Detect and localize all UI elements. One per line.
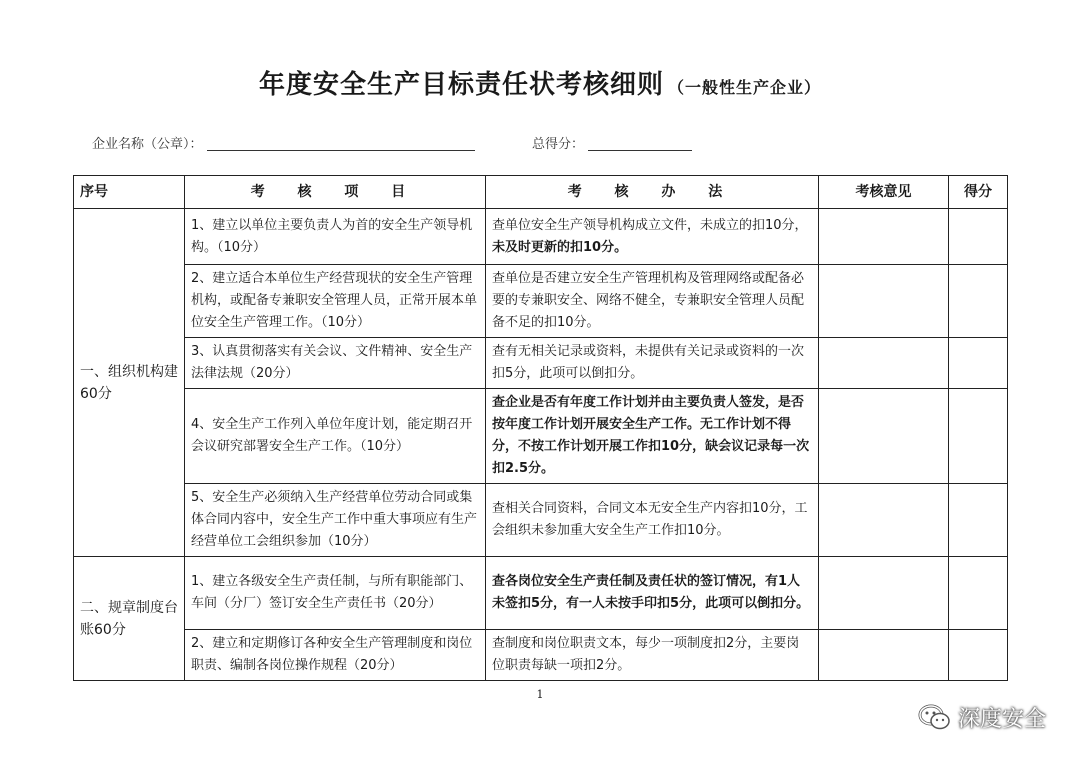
page-number: 1 xyxy=(536,688,544,701)
total-score-field xyxy=(532,133,692,152)
item-cell: 2、建立适合本单位生产经营现状的安全生产管理机构，或配备专兼职安全管理人员，正常开展本单位安全生产管理工作。（10分） xyxy=(185,265,486,338)
table-row xyxy=(74,265,1008,338)
item-cell: 1、建立以单位主要负责人为首的安全生产领导机构。（10分） xyxy=(185,209,486,265)
wechat-icon xyxy=(918,704,952,732)
method-bold-text: 未及时更新的扣10分。 xyxy=(492,239,628,255)
header-method: 考 核 办 法 xyxy=(486,176,819,209)
method-cell: 查制度和岗位职责文本，每少一项制度扣2分，主要岗位职责每缺一项扣2分。 xyxy=(486,630,819,681)
assessment-table xyxy=(73,175,1008,681)
score-cell[interactable] xyxy=(949,557,1008,630)
table-row xyxy=(74,209,1008,265)
opinion-cell[interactable] xyxy=(819,557,949,630)
item-cell: 1、建立各级安全生产责任制，与所有职能部门、车间（分厂）签订安全生产责任书（20分） xyxy=(185,557,486,630)
header-score: 得分 xyxy=(949,176,1008,209)
method-cell: 查有无相关记录或资料，未提供有关记录或资料的一次扣5分，此项可以倒扣分。 xyxy=(486,338,819,389)
company-name-label: 企业名称（公章）： xyxy=(92,137,203,152)
opinion-cell[interactable] xyxy=(819,484,949,557)
table-header-row xyxy=(74,176,1008,209)
method-text: 查单位安全生产领导机构成立文件，未成立的扣10分， xyxy=(492,217,808,233)
method-cell: 查单位是否建立安全生产管理机构及管理网络或配备必要的专兼职安全、网络不健全，专兼职安全管理人员配备不足的扣10分。 xyxy=(486,265,819,338)
watermark xyxy=(918,702,1046,733)
header-no: 序号 xyxy=(74,176,185,209)
score-cell[interactable] xyxy=(949,265,1008,338)
header-opinion: 考核意见 xyxy=(819,176,949,209)
item-cell: 4、安全生产工作列入单位年度计划，能定期召开会议研究部署安全生产工作。（10分） xyxy=(185,389,486,484)
score-cell[interactable] xyxy=(949,209,1008,265)
score-cell[interactable] xyxy=(949,389,1008,484)
method-cell: 查相关合同资料，合同文本无安全生产内容扣10分，工会组织未参加重大安全生产工作扣10分。 xyxy=(486,484,819,557)
opinion-cell[interactable] xyxy=(819,209,949,265)
company-name-blank xyxy=(207,136,475,151)
score-cell[interactable] xyxy=(949,484,1008,557)
table-row xyxy=(74,389,1008,484)
score-cell[interactable] xyxy=(949,338,1008,389)
method-cell xyxy=(486,209,819,265)
score-cell[interactable] xyxy=(949,630,1008,681)
total-score-blank xyxy=(588,136,692,151)
table-row xyxy=(74,630,1008,681)
total-score-label: 总得分： xyxy=(532,137,585,152)
title-main: 年度安全生产目标责任状考核细则 xyxy=(258,70,664,100)
header-item: 考 核 项 目 xyxy=(185,176,486,209)
category-cell: 一、组织机构建60分 xyxy=(74,209,185,557)
document-title xyxy=(0,64,1080,101)
table-row xyxy=(74,338,1008,389)
opinion-cell[interactable] xyxy=(819,338,949,389)
item-cell: 5、安全生产必须纳入生产经营单位劳动合同或集体合同内容中，安全生产工作中重大事项应有生产经营单位工会组织参加（10分） xyxy=(185,484,486,557)
opinion-cell[interactable] xyxy=(819,389,949,484)
company-name-field xyxy=(92,133,475,152)
title-subtitle: （一般性生产企业） xyxy=(668,78,822,97)
method-cell: 查企业是否有年度工作计划并由主要负责人签发，是否按年度工作计划开展安全生产工作。无工作计划不得分，不按工作计划开展工作扣10分，缺会议记录每一次扣2.5分。 xyxy=(486,389,819,484)
opinion-cell[interactable] xyxy=(819,630,949,681)
table-row xyxy=(74,557,1008,630)
watermark-text: 深度安全 xyxy=(957,707,1046,732)
item-cell: 3、认真贯彻落实有关会议、文件精神、安全生产法律法规（20分） xyxy=(185,338,486,389)
item-cell: 2、建立和定期修订各种安全生产管理制度和岗位职责、编制各岗位操作规程（20分） xyxy=(185,630,486,681)
opinion-cell[interactable] xyxy=(819,265,949,338)
table-row xyxy=(74,484,1008,557)
category-cell: 二、规章制度台账60分 xyxy=(74,557,185,681)
method-cell: 查各岗位安全生产责任制及责任状的签订情况，有1人未签扣5分，有一人未按手印扣5分，此项可以倒扣分。 xyxy=(486,557,819,630)
